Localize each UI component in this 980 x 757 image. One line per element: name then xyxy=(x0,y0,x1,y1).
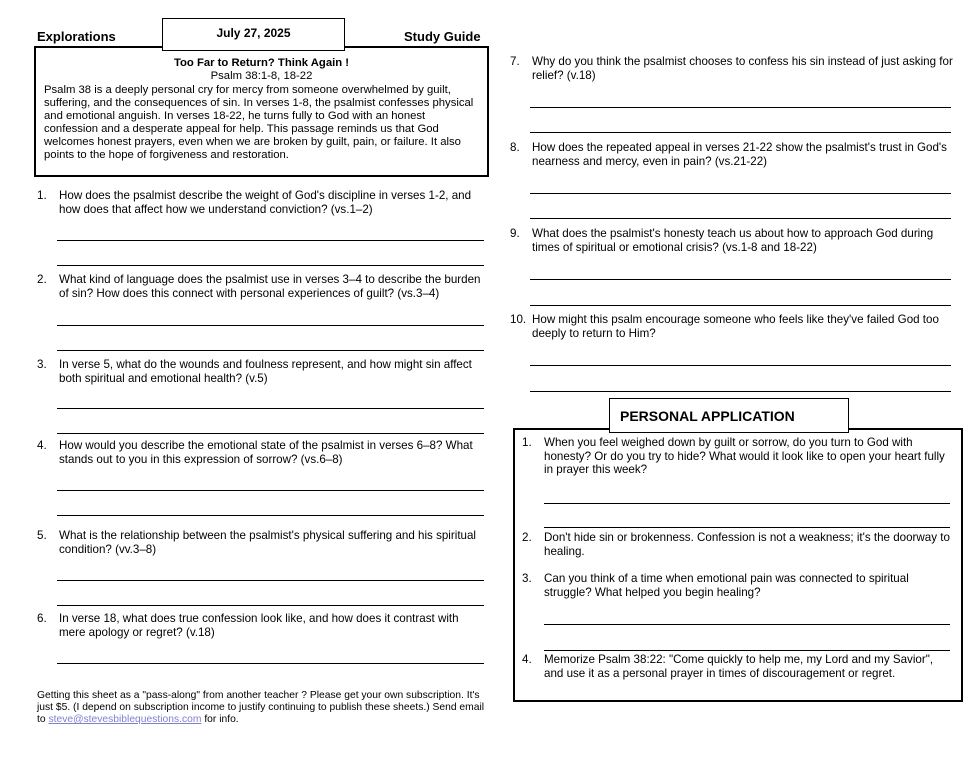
answer-line[interactable] xyxy=(57,580,484,581)
answer-line[interactable] xyxy=(530,193,951,194)
question-text: What does the psalmist's honesty teach us about how to approach God during times of spiritual or emotional crisis? (vs.1-8 and 18-22) xyxy=(532,227,934,254)
application-number: 2. xyxy=(522,531,532,544)
answer-line[interactable] xyxy=(57,265,484,266)
answer-line[interactable] xyxy=(57,605,484,606)
question-text: How would you describe the emotional state of the psalmist in verses 6–8? What stands out to you in this expression of sorrow? (vs.6–8) xyxy=(59,439,473,466)
question-number: 8. xyxy=(510,141,520,154)
question-number: 10. xyxy=(510,313,527,326)
intro-title: Too Far to Return? Think Again ! xyxy=(173,57,350,69)
header-title-right: Study Guide xyxy=(404,29,481,44)
personal-application-title: PERSONAL APPLICATION xyxy=(609,398,849,433)
date-box: July 27, 2025 xyxy=(162,18,345,51)
answer-line[interactable] xyxy=(544,503,950,504)
answer-line[interactable] xyxy=(57,490,484,491)
answer-line[interactable] xyxy=(57,350,484,351)
question-text: Why do you think the psalmist chooses to confess his sin instead of just asking for relief? (v.18) xyxy=(532,55,953,82)
question-text: How does the psalmist describe the weight of God's discipline in verses 1-2, and how does that affect how we understand conviction? (vs.1–2) xyxy=(59,189,472,216)
intro-reference: Psalm 38:1-8, 18-22 xyxy=(210,70,313,82)
answer-line[interactable] xyxy=(57,325,484,326)
question-number: 1. xyxy=(37,189,47,202)
answer-line[interactable] xyxy=(57,663,484,664)
application-text: Don't hide sin or brokenness. Confession is not a weakness; it's the doorway to healing. xyxy=(544,531,950,558)
question-number: 4. xyxy=(37,439,47,452)
answer-line[interactable] xyxy=(57,433,484,434)
application-text: When you feel weighed down by guilt or sorrow, do you turn to God with honesty? Or do you try to hide? What would it look like to open your heart fully in prayer this week? xyxy=(544,436,945,476)
application-number: 1. xyxy=(522,436,532,449)
answer-line[interactable] xyxy=(530,391,951,392)
question-number: 3. xyxy=(37,358,47,371)
answer-line[interactable] xyxy=(530,218,951,219)
application-text: Memorize Psalm 38:22: "Come quickly to help me, my Lord and my Savior", and use it as a personal prayer in times of discouragement or regret. xyxy=(544,653,934,680)
answer-line[interactable] xyxy=(57,240,484,241)
application-number: 4. xyxy=(522,653,532,666)
question-number: 7. xyxy=(510,55,520,68)
answer-line[interactable] xyxy=(530,305,951,306)
answer-line[interactable] xyxy=(530,365,951,366)
answer-line[interactable] xyxy=(530,132,951,133)
footer-suffix: for info. xyxy=(201,714,239,726)
question-number: 5. xyxy=(37,529,47,542)
email-link[interactable]: steve@stevesbiblequestions.com xyxy=(48,714,202,726)
answer-line[interactable] xyxy=(530,279,951,280)
question-number: 9. xyxy=(510,227,520,240)
question-text: How does the repeated appeal in verses 21-22 show the psalmist's trust in God's nearness and mercy, even in pain? (vs.21-22) xyxy=(532,141,947,168)
question-text: What is the relationship between the psalmist's physical suffering and his spiritual condition? (vv.3–8) xyxy=(59,529,477,556)
answer-line[interactable] xyxy=(544,650,950,651)
question-number: 2. xyxy=(37,273,47,286)
question-number: 6. xyxy=(37,612,47,625)
application-number: 3. xyxy=(522,572,532,585)
answer-line[interactable] xyxy=(57,408,484,409)
footer-note xyxy=(37,690,492,727)
header-title-left: Explorations xyxy=(37,29,116,44)
application-text: Can you think of a time when emotional pain was connected to spiritual struggle? What helped you begin healing? xyxy=(544,572,909,599)
answer-line[interactable] xyxy=(57,515,484,516)
question-text: How might this psalm encourage someone who feels like they've failed God too deeply to return to Him? xyxy=(532,313,939,340)
intro-box xyxy=(34,46,489,177)
question-text: What kind of language does the psalmist use in verses 3–4 to describe the burden of sin? How does this connect with personal experiences of guilt? (vs.3–4) xyxy=(59,273,481,300)
question-text: In verse 5, what do the wounds and foulness represent, and how might sin affect both spiritual and emotional health? (v.5) xyxy=(59,358,472,385)
intro-body: Psalm 38 is a deeply personal cry for mercy from someone overwhelmed by guilt, suffering, and the consequences of sin. In verses 1-8, the psalmist confesses physical and emotional anguish. In verses 18-22, he turns fully to God with an honest confession and a desperate appeal for help. This passage reminds us that God welcomes honest prayers, even when we are broken by guilt, pain, or failure. It also points to the hope of forgiveness and restoration. xyxy=(44,84,474,161)
answer-line[interactable] xyxy=(530,107,951,108)
answer-line[interactable] xyxy=(544,624,950,625)
footer-text: Getting this sheet as a "pass-along" from another teacher ? Please get your own subscription. It's just $5. (I depend on subscription income to justify continuing to publish these sheets.) Send email to xyxy=(37,690,485,726)
question-text: In verse 18, what does true confession look like, and how does it contrast with mere apology or regret? (v.18) xyxy=(59,612,459,639)
answer-line[interactable] xyxy=(544,527,950,528)
